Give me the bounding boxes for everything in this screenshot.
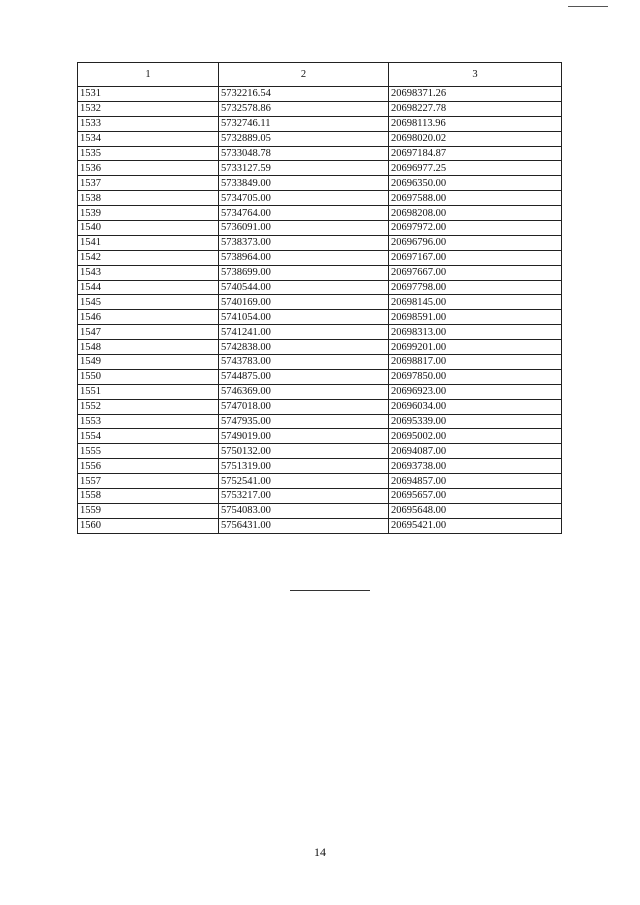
x-coordinate-cell: 5747935.00 xyxy=(219,414,389,429)
x-coordinate-cell: 5732216.54 xyxy=(219,87,389,102)
column-header-1: 1 xyxy=(78,63,219,87)
y-coordinate-cell: 20698227.78 xyxy=(389,101,562,116)
point-number-cell: 1554 xyxy=(78,429,219,444)
y-coordinate-cell: 20694087.00 xyxy=(389,444,562,459)
y-coordinate-cell: 20697972.00 xyxy=(389,221,562,236)
point-number-cell: 1555 xyxy=(78,444,219,459)
point-number-cell: 1544 xyxy=(78,280,219,295)
point-number-cell: 1552 xyxy=(78,399,219,414)
y-coordinate-cell: 20695657.00 xyxy=(389,489,562,504)
x-coordinate-cell: 5747018.00 xyxy=(219,399,389,414)
y-coordinate-cell: 20694857.00 xyxy=(389,474,562,489)
table-row xyxy=(78,340,562,355)
x-coordinate-cell: 5738699.00 xyxy=(219,265,389,280)
y-coordinate-cell: 20696034.00 xyxy=(389,399,562,414)
point-number-cell: 1551 xyxy=(78,384,219,399)
point-number-cell: 1534 xyxy=(78,131,219,146)
table-row xyxy=(78,221,562,236)
x-coordinate-cell: 5749019.00 xyxy=(219,429,389,444)
x-coordinate-cell: 5751319.00 xyxy=(219,459,389,474)
table-row xyxy=(78,235,562,250)
table-row xyxy=(78,87,562,102)
y-coordinate-cell: 20696923.00 xyxy=(389,384,562,399)
table-row xyxy=(78,131,562,146)
page-number: 14 xyxy=(314,845,326,859)
table-row xyxy=(78,191,562,206)
x-coordinate-cell: 5756431.00 xyxy=(219,518,389,533)
y-coordinate-cell: 20695421.00 xyxy=(389,518,562,533)
table-header-row xyxy=(78,63,562,87)
table-row xyxy=(78,489,562,504)
y-coordinate-cell: 20698113.96 xyxy=(389,116,562,131)
table-row xyxy=(78,384,562,399)
point-number-cell: 1542 xyxy=(78,250,219,265)
table-row xyxy=(78,355,562,370)
x-coordinate-cell: 5744875.00 xyxy=(219,369,389,384)
y-coordinate-cell: 20697667.00 xyxy=(389,265,562,280)
point-number-cell: 1548 xyxy=(78,340,219,355)
y-coordinate-cell: 20695339.00 xyxy=(389,414,562,429)
table-body xyxy=(78,87,562,534)
point-number-cell: 1531 xyxy=(78,87,219,102)
y-coordinate-cell: 20695002.00 xyxy=(389,429,562,444)
table-row xyxy=(78,325,562,340)
point-number-cell: 1537 xyxy=(78,176,219,191)
y-coordinate-cell: 20695648.00 xyxy=(389,503,562,518)
point-number-cell: 1559 xyxy=(78,503,219,518)
x-coordinate-cell: 5738964.00 xyxy=(219,250,389,265)
table-row xyxy=(78,146,562,161)
point-number-cell: 1557 xyxy=(78,474,219,489)
x-coordinate-cell: 5734705.00 xyxy=(219,191,389,206)
column-header-2: 2 xyxy=(219,63,389,87)
y-coordinate-cell: 20697167.00 xyxy=(389,250,562,265)
table-row xyxy=(78,414,562,429)
y-coordinate-cell: 20697588.00 xyxy=(389,191,562,206)
point-number-cell: 1549 xyxy=(78,355,219,370)
x-coordinate-cell: 5740169.00 xyxy=(219,295,389,310)
point-number-cell: 1560 xyxy=(78,518,219,533)
point-number-cell: 1550 xyxy=(78,369,219,384)
x-coordinate-cell: 5743783.00 xyxy=(219,355,389,370)
y-coordinate-cell: 20698817.00 xyxy=(389,355,562,370)
x-coordinate-cell: 5732578.86 xyxy=(219,101,389,116)
table-row xyxy=(78,399,562,414)
y-coordinate-cell: 20698020.02 xyxy=(389,131,562,146)
x-coordinate-cell: 5746369.00 xyxy=(219,384,389,399)
y-coordinate-cell: 20693738.00 xyxy=(389,459,562,474)
end-of-table-rule xyxy=(290,590,370,591)
table-row xyxy=(78,310,562,325)
y-coordinate-cell: 20698208.00 xyxy=(389,206,562,221)
y-coordinate-cell: 20697798.00 xyxy=(389,280,562,295)
table-row xyxy=(78,429,562,444)
point-number-cell: 1541 xyxy=(78,235,219,250)
x-coordinate-cell: 5742838.00 xyxy=(219,340,389,355)
point-number-cell: 1547 xyxy=(78,325,219,340)
table-row xyxy=(78,503,562,518)
table-row xyxy=(78,459,562,474)
point-number-cell: 1553 xyxy=(78,414,219,429)
point-number-cell: 1533 xyxy=(78,116,219,131)
y-coordinate-cell: 20697184.87 xyxy=(389,146,562,161)
table-row xyxy=(78,295,562,310)
y-coordinate-cell: 20699201.00 xyxy=(389,340,562,355)
column-header-3: 3 xyxy=(389,63,562,87)
table-row xyxy=(78,206,562,221)
x-coordinate-cell: 5750132.00 xyxy=(219,444,389,459)
x-coordinate-cell: 5754083.00 xyxy=(219,503,389,518)
x-coordinate-cell: 5753217.00 xyxy=(219,489,389,504)
y-coordinate-cell: 20698371.26 xyxy=(389,87,562,102)
table-row xyxy=(78,116,562,131)
y-coordinate-cell: 20696796.00 xyxy=(389,235,562,250)
table-row xyxy=(78,265,562,280)
y-coordinate-cell: 20697850.00 xyxy=(389,369,562,384)
y-coordinate-cell: 20698591.00 xyxy=(389,310,562,325)
table-row xyxy=(78,101,562,116)
x-coordinate-cell: 5732746.11 xyxy=(219,116,389,131)
x-coordinate-cell: 5752541.00 xyxy=(219,474,389,489)
y-coordinate-cell: 20698145.00 xyxy=(389,295,562,310)
table-row xyxy=(78,444,562,459)
point-number-cell: 1536 xyxy=(78,161,219,176)
point-number-cell: 1545 xyxy=(78,295,219,310)
x-coordinate-cell: 5741054.00 xyxy=(219,310,389,325)
x-coordinate-cell: 5733048.78 xyxy=(219,146,389,161)
point-number-cell: 1539 xyxy=(78,206,219,221)
table-row xyxy=(78,250,562,265)
point-number-cell: 1558 xyxy=(78,489,219,504)
point-number-cell: 1538 xyxy=(78,191,219,206)
point-number-cell: 1540 xyxy=(78,221,219,236)
table-row xyxy=(78,474,562,489)
x-coordinate-cell: 5740544.00 xyxy=(219,280,389,295)
x-coordinate-cell: 5732889.05 xyxy=(219,131,389,146)
x-coordinate-cell: 5733127.59 xyxy=(219,161,389,176)
point-number-cell: 1535 xyxy=(78,146,219,161)
table-row xyxy=(78,369,562,384)
y-coordinate-cell: 20696977.25 xyxy=(389,161,562,176)
y-coordinate-cell: 20698313.00 xyxy=(389,325,562,340)
table-row xyxy=(78,280,562,295)
point-number-cell: 1543 xyxy=(78,265,219,280)
table-row xyxy=(78,176,562,191)
point-number-cell: 1532 xyxy=(78,101,219,116)
x-coordinate-cell: 5741241.00 xyxy=(219,325,389,340)
table-row xyxy=(78,518,562,533)
x-coordinate-cell: 5733849.00 xyxy=(219,176,389,191)
table-row xyxy=(78,161,562,176)
y-coordinate-cell: 20696350.00 xyxy=(389,176,562,191)
x-coordinate-cell: 5736091.00 xyxy=(219,221,389,236)
top-right-rule xyxy=(568,6,608,7)
x-coordinate-cell: 5738373.00 xyxy=(219,235,389,250)
point-number-cell: 1556 xyxy=(78,459,219,474)
point-number-cell: 1546 xyxy=(78,310,219,325)
x-coordinate-cell: 5734764.00 xyxy=(219,206,389,221)
coordinates-table xyxy=(77,62,562,534)
